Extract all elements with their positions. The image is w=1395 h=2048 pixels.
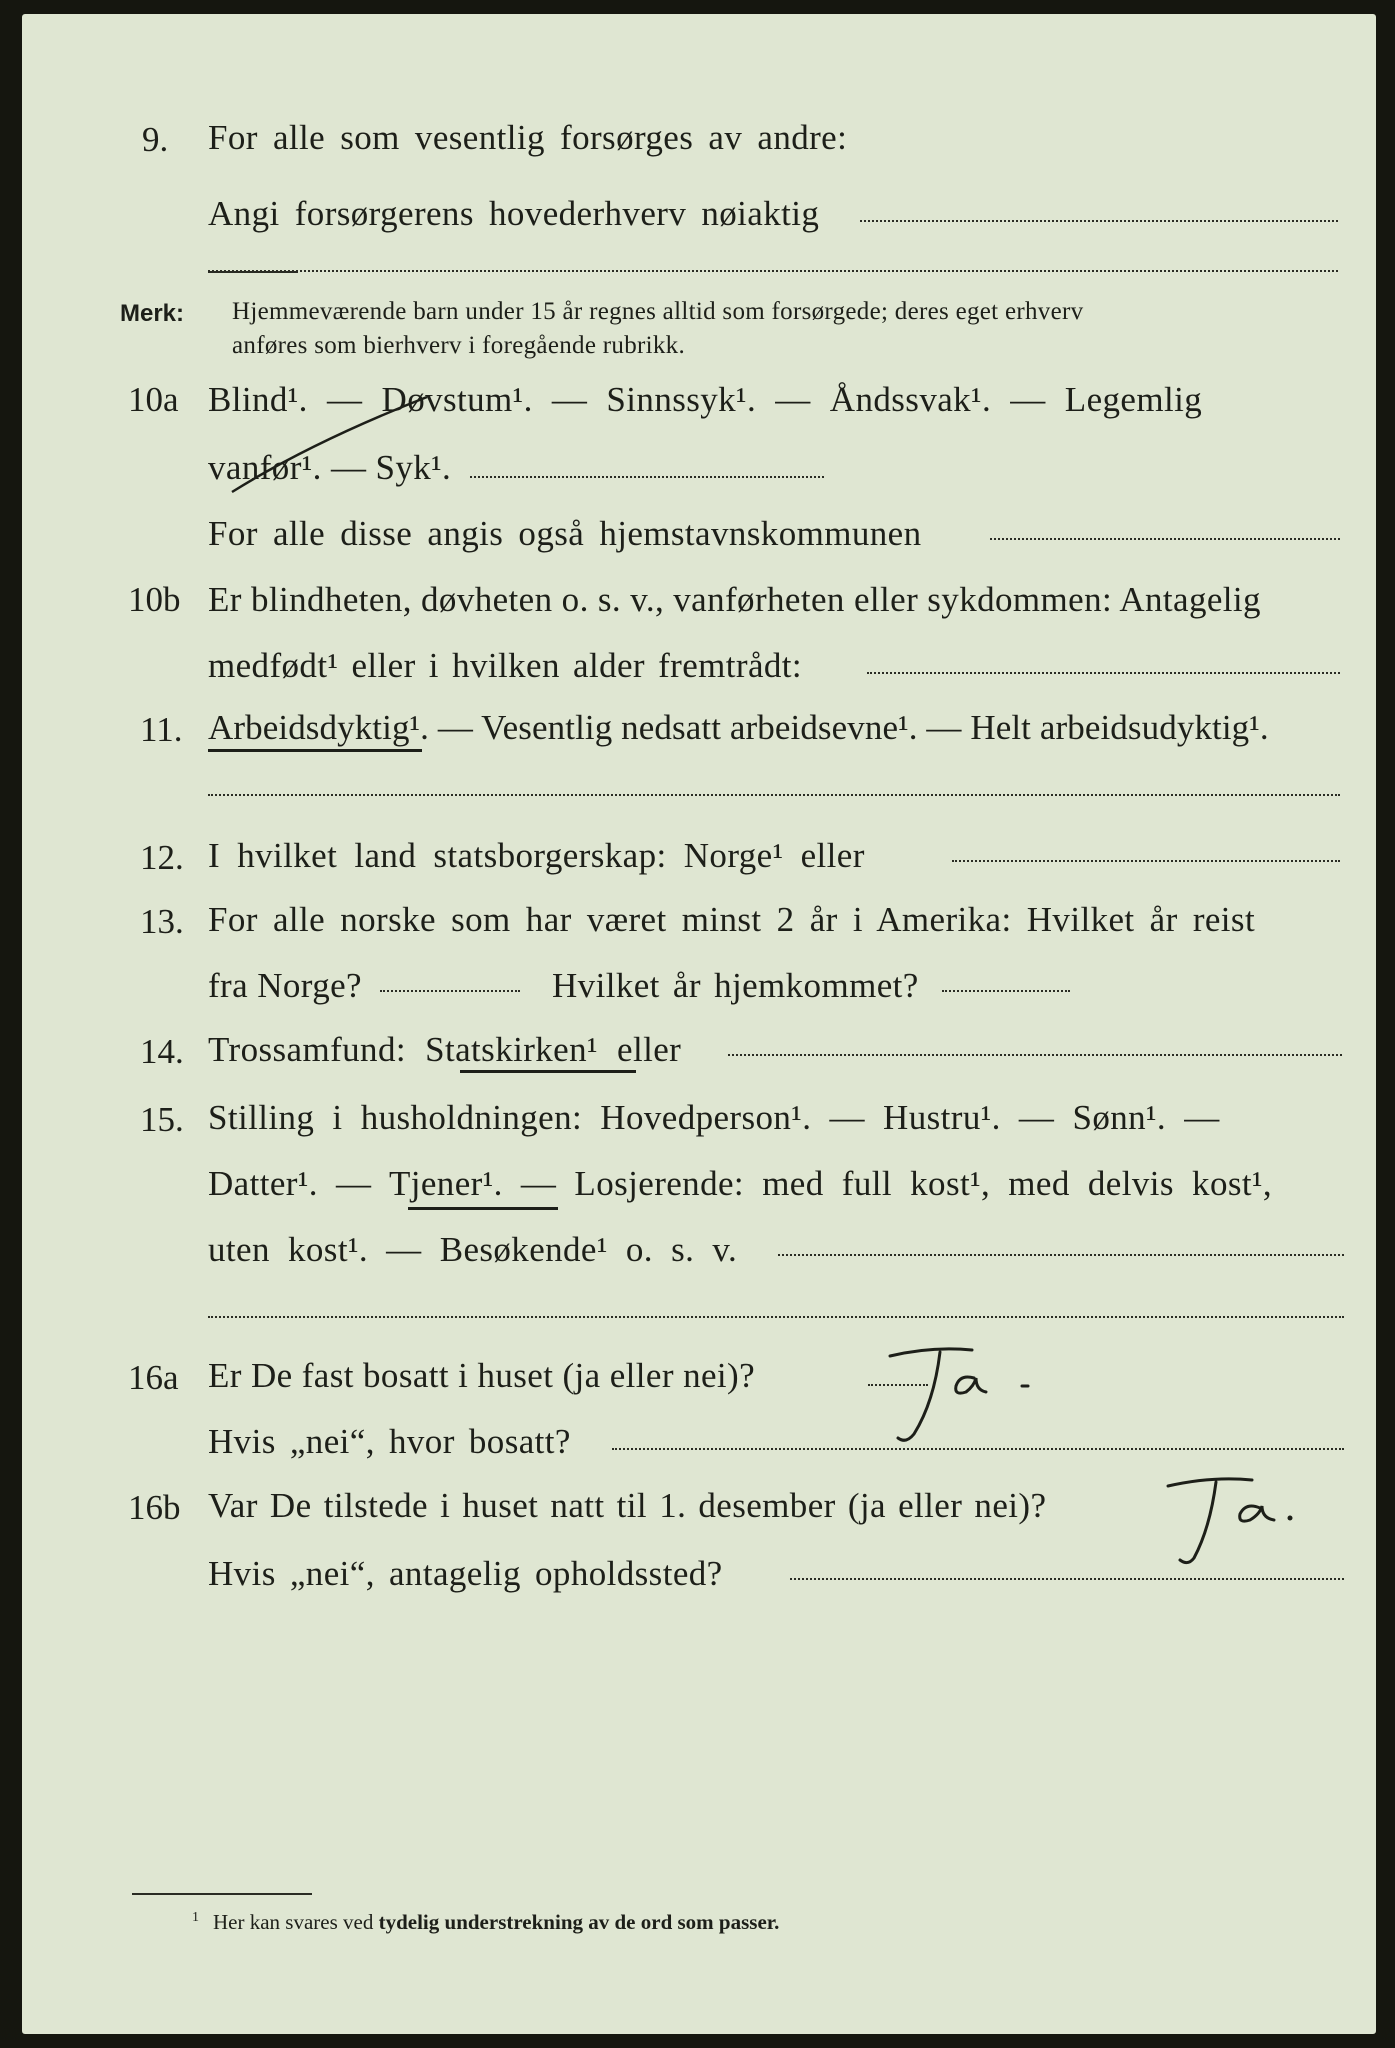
- q9-rule-stub: [208, 271, 298, 273]
- q14-number: 14.: [140, 1032, 184, 1071]
- q16a-handwritten-answer: [862, 1342, 1062, 1452]
- q10a-answer-line[interactable]: [470, 476, 824, 478]
- q11-options: Arbeidsdyktig¹. — Vesentlig nedsatt arbeidsevne¹. — Helt arbeidsudyktig¹.: [208, 708, 1269, 747]
- footnote-text: Her kan svares ved: [213, 1910, 374, 1934]
- q9-answer-line-2[interactable]: [208, 270, 1338, 272]
- q10b-answer-line[interactable]: [867, 672, 1340, 674]
- q11-underline-answer: [208, 749, 422, 752]
- q13-year-left-line[interactable]: [380, 990, 520, 992]
- q16b-number: 16b: [128, 1488, 181, 1527]
- q9-number: 9.: [142, 120, 169, 159]
- q16b-handwritten-answer: [1132, 1466, 1352, 1576]
- q15-options-3: uten kost¹. — Besøkende¹ o. s. v.: [208, 1230, 738, 1269]
- q16a-question: Er De fast bosatt i huset (ja eller nei)?: [208, 1356, 756, 1395]
- q12-number: 12.: [140, 838, 184, 877]
- q10a-municipality-line[interactable]: [990, 538, 1340, 540]
- strike-mark: [222, 392, 442, 502]
- q14-answer-line[interactable]: [728, 1054, 1342, 1056]
- q13-returned: Hvilket år hjemkommet?: [552, 966, 919, 1005]
- q16b-question: Var De tilstede i huset natt til 1. desember (ja eller nei)?: [208, 1486, 1047, 1525]
- q10b-number: 10b: [128, 580, 181, 619]
- q14-question: Trossamfund: Statskirken¹ eller: [208, 1030, 682, 1069]
- q11-number: 11.: [140, 710, 183, 749]
- footnote: [192, 1910, 779, 1935]
- q16a-number: 16a: [128, 1358, 179, 1397]
- merk-text-1: Hjemmeværende barn under 15 år regnes alltid som forsørgede; deres eget erhverv: [232, 298, 1084, 325]
- q16a-residence-line[interactable]: [612, 1448, 1344, 1450]
- q10a-home-municipality: For alle disse angis også hjemstavnskommunen: [208, 514, 922, 553]
- q15-number: 15.: [140, 1100, 184, 1139]
- q15-options-2: Datter¹. — Tjener¹. — Losjerende: med full kost¹, med delvis kost¹,: [208, 1164, 1273, 1203]
- q10b-question-2: medfødt¹ eller i hvilken alder fremtrådt:: [208, 646, 803, 685]
- footnote-bold-text: tydelig understrekning av de ord som passer.: [378, 1910, 780, 1934]
- q13-number: 13.: [140, 902, 184, 941]
- q9-question: For alle som vesentlig forsørges av andre:: [208, 118, 848, 157]
- q9-answer-line[interactable]: [860, 220, 1338, 222]
- q16b-location-line[interactable]: [790, 1578, 1344, 1580]
- merk-label: Merk:: [120, 300, 185, 327]
- merk-text-2: anføres som bierhverv i foregående rubrikk.: [232, 332, 686, 359]
- q10a-options-2: vanfør¹. — Syk¹.: [208, 448, 452, 487]
- q16b-if-no: Hvis „nei“, antagelig opholdssted?: [208, 1554, 723, 1593]
- q15-answer-line[interactable]: [778, 1254, 1344, 1256]
- q9-instruction: Angi forsørgerens hovederhverv nøiaktig: [208, 194, 820, 233]
- q15-answer-line-2[interactable]: [208, 1316, 1344, 1318]
- q15-underline-answer: [408, 1207, 558, 1210]
- q16a-if-no: Hvis „nei“, hvor bosatt?: [208, 1422, 571, 1461]
- q10b-question: Er blindheten, døvheten o. s. v., vanførheten eller sykdommen: Antagelig: [208, 580, 1261, 619]
- q10a-options: Blind¹. — Døvstum¹. — Sinnssyk¹. — Åndssvak¹. — Legemlig: [208, 380, 1203, 419]
- census-form-page: [22, 14, 1376, 2034]
- q11-answer-line[interactable]: [208, 794, 1340, 796]
- q13-year-returned-line[interactable]: [942, 990, 1070, 992]
- q13-left-norway: fra Norge?: [208, 966, 362, 1005]
- q13-question: For alle norske som har været minst 2 år i Amerika: Hvilket år reist: [208, 900, 1256, 939]
- footnote-rule: [132, 1893, 312, 1895]
- q10a-number: 10a: [128, 380, 179, 419]
- q15-options: Stilling i husholdningen: Hovedperson¹. — Hustru¹. — Sønn¹. —: [208, 1098, 1220, 1137]
- q14-underline-answer: [460, 1070, 636, 1073]
- footnote-mark: 1: [192, 1910, 199, 1925]
- q12-answer-line[interactable]: [952, 860, 1340, 862]
- q12-question: I hvilket land statsborgerskap: Norge¹ eller: [208, 836, 865, 875]
